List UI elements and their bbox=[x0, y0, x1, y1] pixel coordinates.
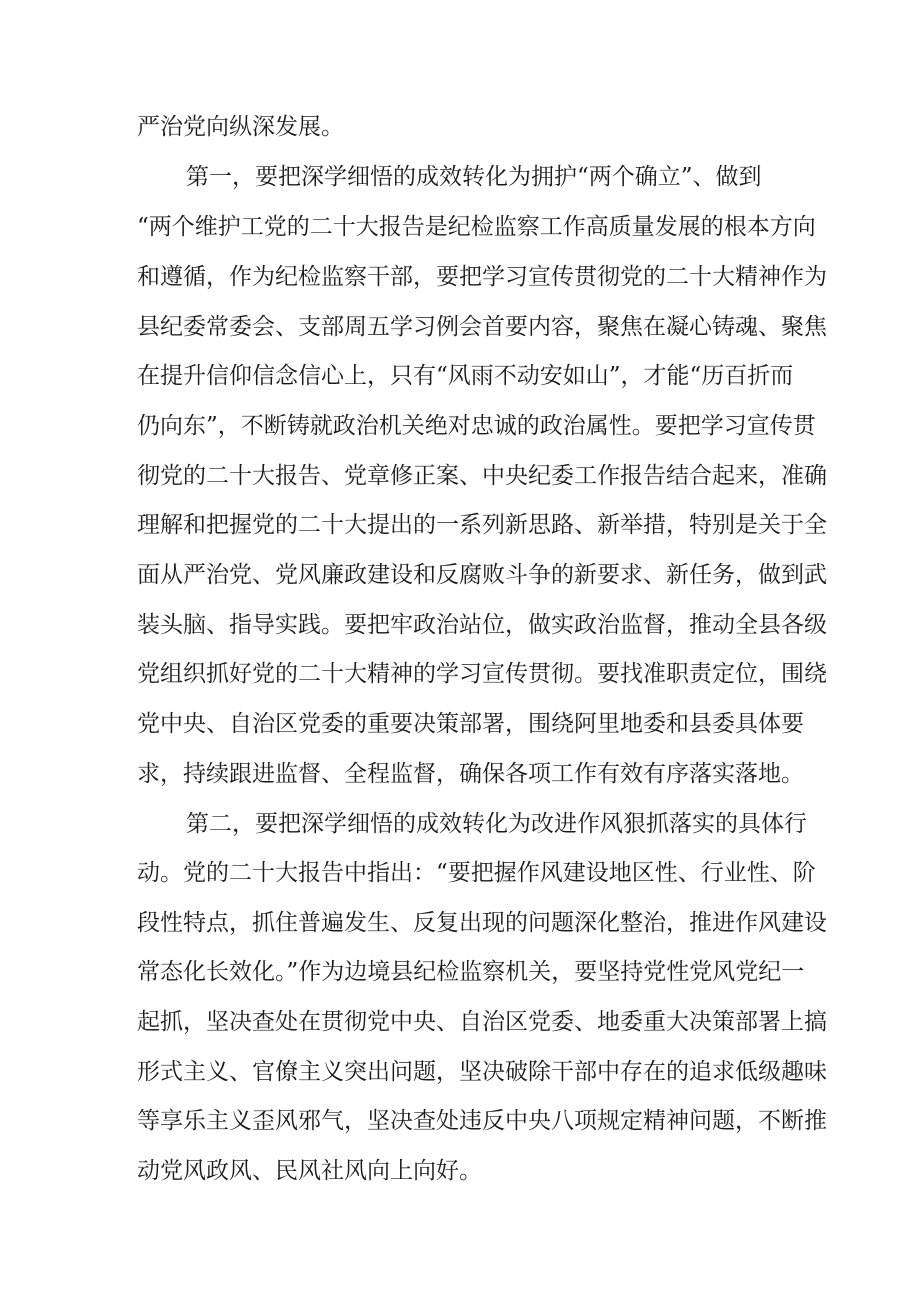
text-line: 仍向东”，不断铸就政治机关绝对忠诚的政治属性。要把学习宣传贯 bbox=[137, 413, 816, 439]
text-line: 县纪委常委会、支部周五学习例会首要内容，聚焦在凝心铸魂、聚焦 bbox=[137, 314, 827, 340]
text-line: 装头脑、指导实践。要把牢政治站位，做实政治监督，推动全县各级 bbox=[137, 612, 827, 638]
text-line: 形式主义、官僚主义突出问题，坚决破除干部中存在的追求低级趣味 bbox=[137, 1059, 827, 1085]
text-line: 动。党的二十大报告中指出：“要把握作风建设地区性、行业性、阶 bbox=[137, 860, 816, 886]
text-line: 理解和把握党的二十大提出的一系列新思路、新举措，特别是关于全 bbox=[137, 512, 827, 538]
text-line: 等享乐主义歪风邪气，坚决查处违反中央八项规定精神问题，不断推 bbox=[137, 1108, 827, 1134]
text-line: 求，持续跟进监督、全程监督，确保各项工作有效有序落实落地。 bbox=[137, 761, 804, 787]
text-line: 起抓，坚决查处在贯彻党中央、自治区党委、地委重大决策部署上搞 bbox=[137, 1009, 827, 1035]
text-line: 党组织抓好党的二十大精神的学习宣传贯彻。要找准职责定位，围绕 bbox=[137, 661, 827, 687]
text-line: “两个维护工党的二十大报告是纪检监察工作高质量发展的根本方向 bbox=[137, 214, 816, 240]
text-line: 党中央、自治区党委的重要决策部署，围绕阿里地委和县委具体要 bbox=[137, 711, 804, 737]
text-line: 和遵循，作为纪检监察干部，要把学习宣传贯彻党的二十大精神作为 bbox=[137, 264, 827, 290]
paragraph-first-line: 第二，要把深学细悟的成效转化为改进作风狠抓落实的具体行 bbox=[186, 811, 807, 837]
text-line: 段性特点，抓住普遍发生、反复出现的问题深化整治，推进作风建设 bbox=[137, 910, 827, 936]
text-line: 面从严治党、党风廉政建设和反腐败斗争的新要求、新任务，做到武 bbox=[137, 562, 827, 588]
text-line: 常态化长效化。”作为边境县纪检监察机关，要坚持党性党风党纪一 bbox=[137, 959, 805, 985]
text-line: 彻党的二十大报告、党章修正案、中央纪委工作报告结合起来，准确 bbox=[137, 463, 827, 489]
paragraph-first-line: 第一，要把深学细悟的成效转化为拥护“两个确立”、做到 bbox=[186, 164, 762, 190]
text-line: 动党风政风、民风社风向上向好。 bbox=[137, 1158, 482, 1184]
text-line: 严治党向纵深发展。 bbox=[137, 114, 344, 140]
text-line: 在提升信仰信念信心上，只有“风雨不动安如山”，才能“历百折而 bbox=[137, 363, 794, 389]
